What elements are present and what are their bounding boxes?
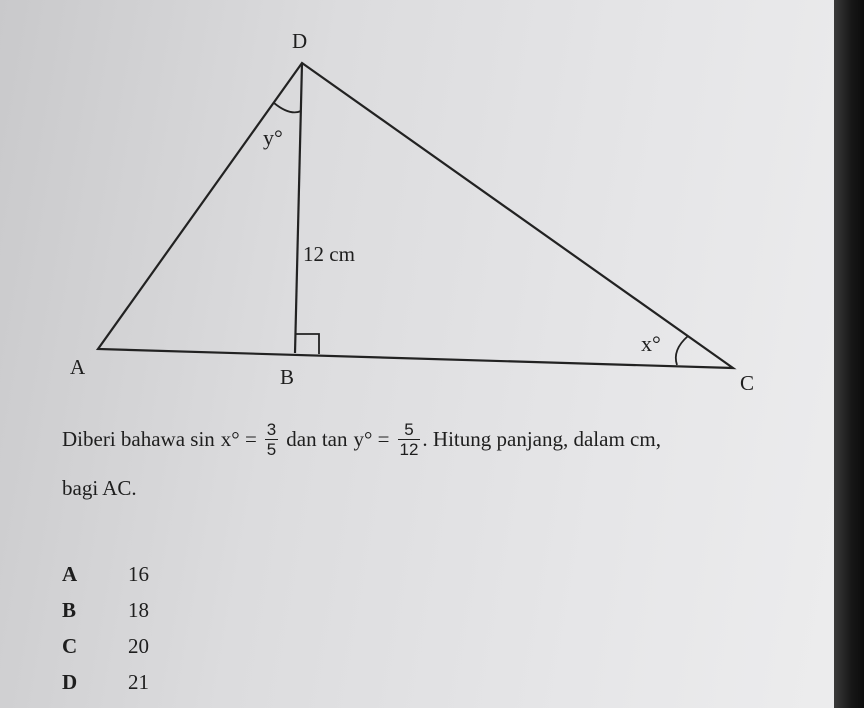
sin-numerator: 3: [266, 419, 277, 439]
right-angle-marker: [295, 334, 319, 354]
question-text: [62, 414, 842, 499]
option-value: 18: [128, 597, 149, 622]
option-value: 20: [128, 633, 149, 658]
vertex-label-c: C: [740, 371, 755, 395]
question-part-2: dan tan: [286, 426, 348, 451]
question-part-3: . Hitung panjang, dalam cm,: [422, 426, 661, 451]
option-d[interactable]: [62, 664, 149, 700]
sin-variable: x° =: [220, 426, 257, 451]
tan-denominator: 12: [399, 439, 419, 459]
answer-options: [62, 556, 149, 700]
side-bd-label: 12 cm: [303, 242, 355, 266]
vertex-label-a: A: [70, 355, 86, 379]
sin-denominator: 5: [266, 439, 277, 459]
vertex-label-d: D: [292, 29, 308, 53]
option-c[interactable]: [62, 628, 149, 664]
altitude-db: [295, 63, 302, 353]
option-letter: C: [62, 633, 78, 658]
option-letter: D: [62, 669, 78, 694]
question-part-1: Diberi bahawa sin: [62, 426, 215, 451]
tan-fraction: [398, 421, 421, 458]
triangle-adc: [98, 63, 733, 368]
tan-numerator: 5: [404, 419, 414, 439]
option-letter: A: [62, 561, 78, 586]
option-value: 16: [128, 561, 149, 586]
angle-y-arc: [274, 103, 301, 112]
option-b[interactable]: [62, 592, 149, 628]
question-line-2: bagi AC.: [62, 476, 137, 500]
angle-x-label: x°: [641, 331, 661, 356]
angle-x-arc: [676, 336, 688, 365]
question-line-1: [62, 414, 842, 464]
option-value: 21: [128, 669, 149, 694]
tan-variable: y° =: [353, 426, 390, 451]
option-letter: B: [62, 597, 77, 622]
vertex-label-b: B: [280, 365, 295, 389]
angle-y-label: y°: [263, 125, 283, 150]
sin-fraction: [265, 421, 278, 458]
option-a[interactable]: [62, 556, 149, 592]
